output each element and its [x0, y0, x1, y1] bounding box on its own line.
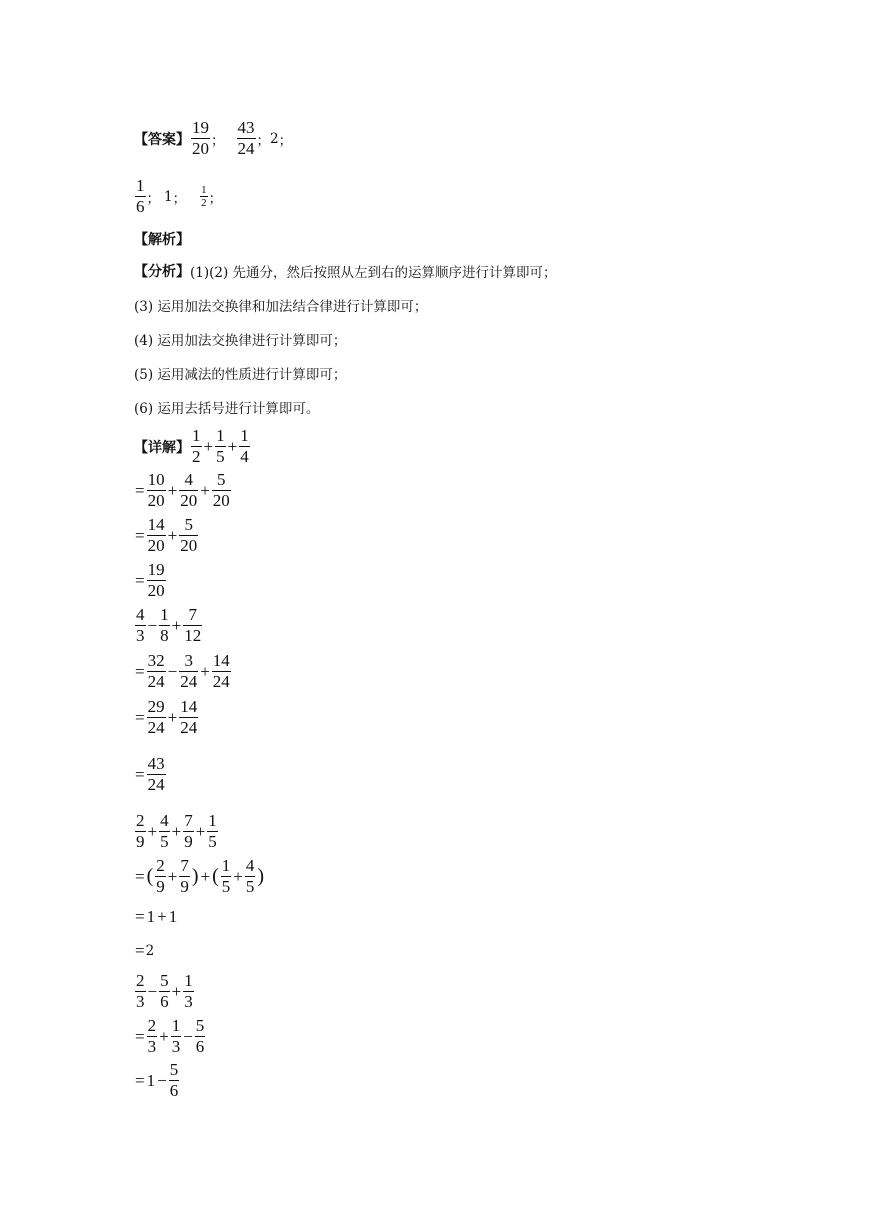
number: 1 — [146, 907, 156, 926]
answer-line-2 — [134, 176, 222, 217]
plus-sign: + — [167, 866, 178, 886]
number: 2 — [145, 943, 155, 959]
plus-sign: + — [200, 480, 210, 500]
fraction: $\frac{4}{5}$ — [160, 811, 169, 851]
fraction: $\frac{1}{5}$ — [216, 426, 225, 466]
fraction: $\frac{1}{8}$ — [160, 605, 169, 645]
answer-label-close: 】 — [176, 131, 190, 148]
equals-sign: = — [135, 941, 145, 960]
fraction: $\frac{7}{9}$ — [180, 856, 189, 896]
detail-line-11 — [134, 907, 178, 927]
separator: ； — [256, 132, 270, 149]
plus-sign: + — [233, 866, 243, 886]
detail-line-7 — [134, 697, 199, 738]
plus-sign: + — [203, 436, 214, 456]
fraction: $\frac{5}{20}$ — [180, 515, 198, 555]
fraction: $\frac{1}{2}$ — [192, 426, 201, 466]
answer-fraction-4: $\frac{1}{6}$ — [136, 176, 145, 216]
plus-sign: + — [167, 707, 178, 727]
answer-fraction-1: $\frac{19}{20}$ — [192, 118, 209, 158]
answer-value-3: 2 — [270, 130, 279, 147]
fraction: $\frac{29}{24}$ — [147, 697, 165, 737]
fraction: $\frac{7}{9}$ — [184, 811, 193, 851]
detail-line-8 — [134, 754, 167, 795]
fraction: $\frac{4}{20}$ — [180, 470, 198, 510]
fenxi-line-1 — [134, 261, 557, 281]
plus-sign: + — [171, 615, 182, 635]
plus-sign: + — [167, 480, 178, 500]
fraction: $\frac{19}{20}$ — [147, 560, 165, 600]
separator: ； — [172, 190, 187, 207]
equals-sign: = — [135, 764, 145, 784]
plus-sign: + — [171, 821, 182, 841]
answer-fraction-6: $\frac{1}{2}$ — [201, 184, 207, 209]
fenxi-line-3: (4) 运用加法交换律进行计算即可； — [134, 333, 347, 349]
detail-line-9 — [134, 811, 219, 852]
minus-sign: − — [157, 1070, 167, 1090]
separator: ； — [146, 190, 160, 207]
fraction: $\frac{5}{6}$ — [169, 1060, 179, 1100]
answer-line — [134, 118, 292, 159]
fraction: $\frac{2}{9}$ — [156, 856, 165, 896]
fraction: $\frac{4}{5}$ — [245, 856, 255, 896]
fraction: $\frac{3}{24}$ — [180, 651, 198, 691]
equals-sign: = — [135, 907, 145, 926]
plus-sign: + — [147, 821, 158, 841]
plus-sign: + — [157, 907, 167, 926]
equals-sign: = — [135, 707, 145, 727]
answer-value-5: 1 — [164, 188, 173, 205]
detail-line-1 — [134, 426, 251, 467]
fraction: $\frac{1}{5}$ — [208, 811, 217, 851]
plus-sign: + — [200, 661, 210, 681]
plus-sign: + — [159, 1026, 169, 1046]
plus-sign: + — [227, 436, 238, 456]
detail-line-15 — [134, 1060, 180, 1101]
fraction: $\frac{5}{20}$ — [212, 470, 230, 510]
fraction: $\frac{14}{24}$ — [180, 697, 198, 737]
fraction: $\frac{43}{24}$ — [147, 754, 165, 794]
analysis-heading: 【解析】 — [134, 232, 190, 248]
fenxi-text-1: (1)(2) 先通分，然后按照从左到右的运算顺序进行计算即可； — [190, 265, 557, 281]
fraction: $\frac{2}{9}$ — [136, 811, 145, 851]
fraction: $\frac{10}{20}$ — [147, 470, 165, 510]
fraction: $\frac{1}{3}$ — [171, 1016, 181, 1056]
right-paren: ) — [191, 865, 199, 887]
detail-line-10 — [134, 856, 265, 897]
equals-sign: = — [135, 525, 145, 545]
equals-sign: = — [135, 570, 145, 590]
fraction: $\frac{14}{24}$ — [212, 651, 230, 691]
fraction: $\frac{1}{5}$ — [221, 856, 231, 896]
minus-sign: − — [167, 661, 178, 681]
right-paren: ) — [257, 865, 265, 887]
answer-fraction-2: $\frac{43}{24}$ — [237, 118, 255, 158]
minus-sign: − — [147, 615, 158, 635]
detail-line-2 — [134, 470, 232, 511]
minus-sign: − — [147, 981, 158, 1001]
answer-label-open: 【 — [134, 131, 148, 148]
equals-sign: = — [135, 480, 145, 500]
fraction: $\frac{7}{12}$ — [184, 605, 202, 645]
left-paren: ( — [146, 865, 154, 887]
fraction: $\frac{5}{6}$ — [160, 971, 169, 1011]
detail-line-12 — [134, 941, 154, 961]
fraction: $\frac{4}{3}$ — [136, 605, 145, 645]
number: 1 — [168, 907, 178, 926]
plus-sign: + — [167, 525, 178, 545]
detail-line-14 — [134, 1016, 206, 1057]
answer-label: 答案 — [148, 131, 176, 148]
fraction: $\frac{1}{3}$ — [184, 971, 193, 1011]
fenxi-line-2: (3) 运用加法交换律和加法结合律进行计算即可； — [134, 299, 428, 315]
fenxi-label: 【分析】 — [134, 264, 190, 280]
fraction: $\frac{1}{4}$ — [240, 426, 249, 466]
separator: ； — [211, 132, 225, 149]
detail-line-13 — [134, 971, 195, 1012]
plus-sign: + — [171, 981, 182, 1001]
detail-line-4 — [134, 560, 167, 601]
fenxi-line-4: (5) 运用减法的性质进行计算即可； — [134, 367, 347, 383]
separator: ； — [278, 132, 293, 149]
minus-sign: − — [183, 1026, 193, 1046]
equals-sign: = — [135, 866, 145, 886]
number: 1 — [146, 1070, 156, 1090]
detail-line-6 — [134, 651, 232, 692]
left-paren: ( — [212, 865, 219, 887]
plus-sign: + — [200, 866, 211, 886]
fraction: $\frac{32}{24}$ — [147, 651, 165, 691]
detail-label: 【详解】 — [134, 439, 190, 456]
fraction: $\frac{2}{3}$ — [136, 971, 145, 1011]
detail-line-3 — [134, 515, 199, 556]
equals-sign: = — [135, 661, 145, 681]
detail-line-5 — [134, 605, 203, 646]
equals-sign: = — [135, 1070, 145, 1090]
separator: ； — [208, 190, 223, 207]
fraction: $\frac{14}{20}$ — [147, 515, 165, 555]
fraction: $\frac{5}{6}$ — [195, 1016, 205, 1056]
fraction: $\frac{2}{3}$ — [147, 1016, 157, 1056]
plus-sign: + — [195, 821, 206, 841]
equals-sign: = — [135, 1026, 145, 1046]
fenxi-line-5: (6) 运用去括号进行计算即可。 — [134, 401, 320, 417]
